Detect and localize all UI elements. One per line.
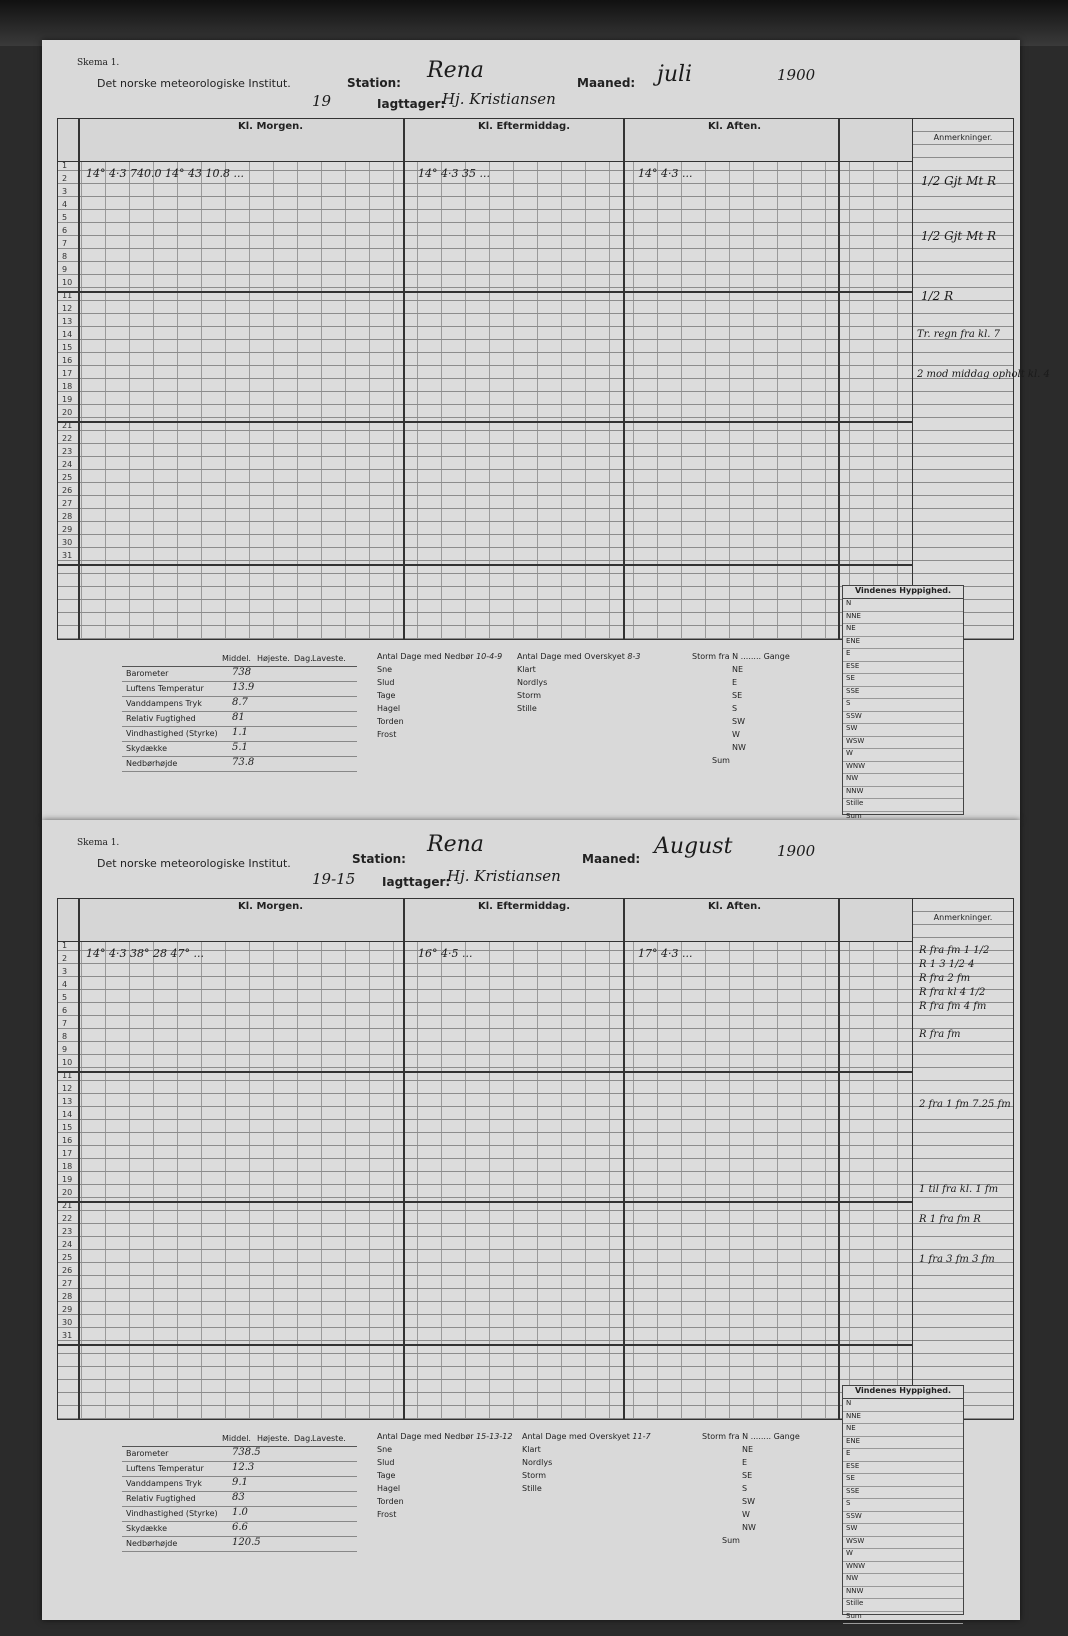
row-label: Luftens Temperatur: [126, 684, 204, 693]
summary-row: [122, 727, 357, 742]
storm-dir: S: [742, 1484, 748, 1493]
wind-dir: Stille: [843, 799, 963, 812]
storm-dir: W: [732, 730, 740, 739]
wind-dir: NW: [843, 1574, 963, 1587]
row-label: Vanddampens Tryk: [126, 1479, 202, 1488]
day-number: 29: [62, 1305, 73, 1314]
section-morgen: Kl. Morgen.: [238, 121, 304, 132]
wind-dir: SSW: [843, 1512, 963, 1525]
dage-item: Stille: [522, 1484, 542, 1493]
section-eftermiddag: Kl. Eftermiddag.: [478, 121, 571, 132]
wind-frequency-table: [842, 585, 964, 820]
storm-dir: NW: [742, 1523, 756, 1532]
day-number: 17: [62, 1149, 73, 1158]
summary-row: [122, 1462, 357, 1477]
station-value: Rena: [427, 58, 484, 83]
section-eftermiddag: Kl. Eftermiddag.: [478, 901, 571, 912]
summary-row: [122, 1507, 357, 1522]
day-number: 18: [62, 1162, 73, 1171]
sum-label: Sum: [722, 1536, 740, 1545]
day-number: 27: [62, 499, 73, 508]
day-number: 13: [62, 1097, 73, 1106]
day-number: 15: [62, 343, 73, 352]
day-number: 16: [62, 356, 73, 365]
wind-dir: ENE: [843, 637, 963, 650]
year-value: 1900: [777, 66, 816, 84]
note: R fra fm 4 fm: [919, 1001, 987, 1012]
row-value: 120.5: [232, 1537, 261, 1548]
decade-line: [58, 564, 913, 566]
wind-dir: SW: [843, 1524, 963, 1537]
wind-dir: ESE: [843, 662, 963, 675]
day-number: 20: [62, 1188, 73, 1197]
note: 1/2 Gjt Mt R: [921, 174, 997, 188]
day-number: 10: [62, 278, 73, 287]
row-value: 81: [232, 712, 245, 723]
dage-overskyet-value: 8-3: [627, 652, 641, 661]
day-number: 28: [62, 512, 73, 521]
wind-dir: SE: [843, 1474, 963, 1487]
dage-item: Tage: [377, 1471, 396, 1480]
section-aften: Kl. Aften.: [708, 121, 762, 132]
summary-head-laveste: Laveste.: [312, 1434, 346, 1443]
day-number: 18: [62, 382, 73, 391]
dage-item: Frost: [377, 1510, 397, 1519]
skema-label: Skema 1.: [77, 58, 120, 68]
summary-header: [122, 1432, 357, 1447]
decade-line: [58, 1071, 913, 1073]
wind-dir: WSW: [843, 1537, 963, 1550]
row-value: 13.9: [232, 682, 255, 693]
day-number: 26: [62, 1266, 73, 1275]
dage-nedbor-label: Antal Dage med Nedbør: [377, 652, 474, 661]
row-value: 8.7: [232, 697, 248, 708]
wind-dir: ESE: [843, 1462, 963, 1475]
dage-item: Tage: [377, 691, 396, 700]
row-label: Skydække: [126, 1524, 167, 1533]
day-number: 10: [62, 1058, 73, 1067]
summary-row: [122, 712, 357, 727]
storm-fra: Storm fra N ........ Gange NE E SE S SW W NW Sum: [692, 652, 790, 769]
note: R fra fm 1 1/2: [919, 945, 990, 956]
summary-head-dag: Dag.: [294, 1434, 313, 1443]
wind-dir: NW: [843, 774, 963, 787]
divider: [403, 119, 405, 639]
dage-item: Storm: [517, 691, 542, 700]
day-number: 2: [62, 174, 68, 183]
wind-dir: SSE: [843, 1487, 963, 1500]
divider: [838, 899, 840, 1419]
dage-item: Storm: [522, 1471, 547, 1480]
wind-dir: NNE: [843, 1412, 963, 1425]
dage-item: Sne: [377, 665, 393, 674]
dage-item: Nordlys: [517, 678, 548, 687]
day-number: 24: [62, 1240, 73, 1249]
dage-item: Frost: [377, 730, 397, 739]
storm-dir: SE: [732, 691, 743, 700]
day-number: 6: [62, 1006, 68, 1015]
row-label: Barometer: [126, 669, 169, 678]
dage-item: Sne: [377, 1445, 393, 1454]
dage-nedbor: [377, 1432, 512, 1523]
row-value: 73.8: [232, 757, 255, 768]
day-number: 8: [62, 252, 68, 261]
anmerkninger-column: [912, 118, 1050, 640]
wind-dir: E: [843, 1449, 963, 1462]
dage-nedbor-value: 10-4-9: [476, 652, 503, 661]
dage-item: Klart: [517, 665, 536, 674]
dage-item: Nordlys: [522, 1458, 553, 1467]
dage-overskyet: [517, 652, 640, 717]
dage-overskyet-label: Antal Dage med Overskyet: [522, 1432, 630, 1441]
storm-dir: E: [742, 1458, 748, 1467]
anmerkninger-header: Anmerkninger.: [933, 133, 993, 142]
day-number: 13: [62, 317, 73, 326]
day-number: 12: [62, 1084, 73, 1093]
day-number: 30: [62, 538, 73, 547]
note: R 1 3 1/2 4: [919, 959, 975, 970]
summary-row: [122, 742, 357, 757]
summary-head-middel: Middel.: [222, 1434, 251, 1443]
dage-item: Stille: [517, 704, 537, 713]
wind-dir: W: [843, 1549, 963, 1562]
handwritten-data: 14° 4·3 740.0 14° 43 10.8 ...: [86, 167, 244, 180]
storm-label: Storm fra: [692, 652, 730, 661]
year-value: 1900: [777, 842, 816, 860]
decade-line: [58, 1201, 913, 1203]
summary-head-laveste: Laveste.: [312, 654, 346, 663]
note: 1 fra 3 fm 3 fm: [919, 1254, 995, 1265]
day-number: 16: [62, 1136, 73, 1145]
row-value: 738: [232, 667, 252, 678]
handwritten-data: 17° 4·3 ...: [638, 947, 693, 960]
summary-table: [122, 1432, 357, 1552]
wind-dir: Stille: [843, 1599, 963, 1612]
summary-head-dag: Dag.: [294, 654, 313, 663]
day-number: 7: [62, 1019, 68, 1028]
row-value: 6.6: [232, 1522, 248, 1533]
day-number: 5: [62, 993, 68, 1002]
section-aften: Kl. Aften.: [708, 901, 762, 912]
row-label: Skydække: [126, 744, 167, 753]
day-number: 8: [62, 1032, 68, 1041]
row-value: 5.1: [232, 742, 248, 753]
note: R fra 2 fm: [919, 973, 971, 984]
row-label: Vindhastighed (Styrke): [126, 1509, 218, 1518]
day-number: 23: [62, 447, 73, 456]
day-number: 7: [62, 239, 68, 248]
handwritten-data: 14° 4·3 ...: [638, 167, 693, 180]
gange-label: Gange: [763, 652, 790, 661]
maaned-value: August: [654, 834, 733, 859]
day-number: 14: [62, 1110, 73, 1119]
day-number: 11: [62, 291, 73, 300]
wind-dir: NNW: [843, 787, 963, 800]
day-number: 19: [62, 395, 73, 404]
storm-dir: E: [732, 678, 738, 687]
day-number: 6: [62, 226, 68, 235]
storm-dir: S: [732, 704, 738, 713]
day-number: 25: [62, 1253, 73, 1262]
day-number: 28: [62, 1292, 73, 1301]
storm-dir: NW: [732, 743, 746, 752]
row-value: 1.0: [232, 1507, 248, 1518]
wind-dir: NNE: [843, 612, 963, 625]
summary-row: [122, 1477, 357, 1492]
institute-name: Det norske meteorologiske Institut.: [97, 857, 291, 870]
summary-head-hojeste: Højeste.: [257, 654, 290, 663]
observation-table: [57, 118, 914, 640]
storm-dir: N: [742, 1432, 749, 1441]
row-value: 83: [232, 1492, 245, 1503]
day-number: 25: [62, 473, 73, 482]
dage-nedbor: [377, 652, 502, 743]
day-number: 20: [62, 408, 73, 417]
summary-row: [122, 697, 357, 712]
summary-row: [122, 757, 357, 772]
row-label: Relativ Fugtighed: [126, 1494, 196, 1503]
row-value: 1.1: [232, 727, 248, 738]
day-number: 5: [62, 213, 68, 222]
row-value: 738.5: [232, 1447, 261, 1458]
gange-label: Gange: [773, 1432, 800, 1441]
maaned-value: juli: [657, 62, 693, 87]
dage-item: Torden: [377, 717, 404, 726]
divider: [623, 119, 625, 639]
form-sheet-july: [42, 40, 1050, 820]
wind-dir: Sum: [843, 812, 963, 825]
day-number: 19: [62, 1175, 73, 1184]
day-number: 29: [62, 525, 73, 534]
wind-dir: W: [843, 749, 963, 762]
wind-dir: NE: [843, 624, 963, 637]
day-number: 12: [62, 304, 73, 313]
wind-dir: SE: [843, 674, 963, 687]
storm-dir: SE: [742, 1471, 753, 1480]
dage-item: Hagel: [377, 704, 401, 713]
summary-row: [122, 1492, 357, 1507]
wind-dir: N: [843, 599, 963, 612]
section-morgen: Kl. Morgen.: [238, 901, 304, 912]
wind-dir: NE: [843, 1424, 963, 1437]
summary-head-hojeste: Højeste.: [257, 1434, 290, 1443]
dage-overskyet: [522, 1432, 651, 1497]
note: 2 mod middag opholt kl. 4: [917, 369, 1050, 380]
note: 1 til fra kl. 1 fm: [919, 1184, 999, 1195]
decade-line: [58, 1344, 913, 1346]
day-number: 23: [62, 1227, 73, 1236]
anmerkninger-column: [912, 898, 1014, 1420]
summary-table: [122, 652, 357, 772]
decade-line: [58, 421, 913, 423]
maaned-label: Maaned:: [582, 852, 641, 866]
day-number: 4: [62, 980, 68, 989]
wind-dir: WNW: [843, 762, 963, 775]
wind-dir: WSW: [843, 737, 963, 750]
row-label: Relativ Fugtighed: [126, 714, 196, 723]
storm-dir: NE: [742, 1445, 754, 1454]
divider: [838, 119, 840, 639]
row-label: Vanddampens Tryk: [126, 699, 202, 708]
day-number: 11: [62, 1071, 73, 1080]
day-number: 9: [62, 265, 68, 274]
wind-title: Vindenes Hyppighed.: [843, 1386, 963, 1399]
wind-dir: SW: [843, 724, 963, 737]
row-label: Luftens Temperatur: [126, 1464, 204, 1473]
dage-item: Hagel: [377, 1484, 401, 1493]
dage-item: Slud: [377, 678, 395, 687]
margin-number: 19-15: [312, 870, 356, 888]
row-value: 12.3: [232, 1462, 255, 1473]
dage-nedbor-value: 15-13-12: [476, 1432, 513, 1441]
day-number: 31: [62, 1331, 73, 1340]
day-number: 4: [62, 200, 68, 209]
divider: [623, 899, 625, 1419]
day-number: 2: [62, 954, 68, 963]
divider: [78, 119, 80, 639]
wind-dir: Sum: [843, 1612, 963, 1625]
note: R fra fm: [919, 1029, 961, 1040]
row-value: 9.1: [232, 1477, 248, 1488]
wind-dir: WNW: [843, 1562, 963, 1575]
station-label: Station:: [352, 852, 406, 866]
institute-name: Det norske meteorologiske Institut.: [97, 77, 291, 90]
day-number: 3: [62, 187, 68, 196]
note: 1/2 R: [921, 289, 954, 303]
station-label: Station:: [347, 76, 401, 90]
wind-dir: S: [843, 699, 963, 712]
summary-header: [122, 652, 357, 667]
wind-title: Vindenes Hyppighed.: [843, 586, 963, 599]
dage-item: Klart: [522, 1445, 541, 1454]
note: R fra kl 4 1/2: [919, 987, 986, 998]
day-number: 15: [62, 1123, 73, 1132]
dage-overskyet-label: Antal Dage med Overskyet: [517, 652, 625, 661]
dage-overskyet-value: 11-7: [632, 1432, 651, 1441]
day-number: 31: [62, 551, 73, 560]
storm-dir: NE: [732, 665, 744, 674]
day-number: 1: [62, 161, 68, 170]
maaned-label: Maaned:: [577, 76, 636, 90]
storm-dir: SW: [732, 717, 745, 726]
margin-number: 19: [312, 92, 332, 110]
storm-label: Storm fra: [702, 1432, 740, 1441]
iagttager-label: Iagttager:: [382, 875, 451, 889]
day-number: 22: [62, 1214, 73, 1223]
note: R 1 fra fm R: [919, 1214, 981, 1225]
row-label: Barometer: [126, 1449, 169, 1458]
storm-dir: W: [742, 1510, 750, 1519]
day-number: 24: [62, 460, 73, 469]
note: 2 fra 1 fm 7.25 fm: [919, 1099, 1011, 1110]
day-number: 21: [62, 1201, 73, 1210]
day-number: 26: [62, 486, 73, 495]
summary-head-middel: Middel.: [222, 654, 251, 663]
wind-dir: S: [843, 1499, 963, 1512]
row-label: Nedbørhøjde: [126, 1539, 178, 1548]
station-value: Rena: [427, 832, 484, 857]
summary-row: [122, 1522, 357, 1537]
row-label: Vindhastighed (Styrke): [126, 729, 218, 738]
wind-dir: SSW: [843, 712, 963, 725]
day-number: 27: [62, 1279, 73, 1288]
wind-dir: ENE: [843, 1437, 963, 1450]
day-number: 14: [62, 330, 73, 339]
summary-row: [122, 667, 357, 682]
divider: [78, 899, 80, 1419]
day-number: 3: [62, 967, 68, 976]
divider: [403, 899, 405, 1419]
handwritten-data: 16° 4·5 ...: [418, 947, 473, 960]
skema-label: Skema 1.: [77, 838, 120, 848]
wind-dir: E: [843, 649, 963, 662]
decade-line: [58, 291, 913, 293]
dage-item: Torden: [377, 1497, 404, 1506]
iagttager-value: Hj. Kristiansen: [442, 90, 556, 108]
day-number: 1: [62, 941, 68, 950]
sum-label: Sum: [712, 756, 730, 765]
storm-dir: SW: [742, 1497, 755, 1506]
form-sheet-august: [42, 820, 1020, 1620]
row-label: Nedbørhøjde: [126, 759, 178, 768]
note: 1/2 Gjt Mt R: [921, 229, 997, 243]
wind-dir: SSE: [843, 687, 963, 700]
dage-item: Slud: [377, 1458, 395, 1467]
handwritten-data: 14° 4·3 35 ...: [418, 167, 490, 180]
storm-dir: N: [732, 652, 739, 661]
wind-dir: N: [843, 1399, 963, 1412]
iagttager-value: Hj. Kristiansen: [447, 867, 561, 885]
day-number: 17: [62, 369, 73, 378]
summary-row: [122, 682, 357, 697]
day-number: 21: [62, 421, 73, 430]
anmerkninger-header: Anmerkninger.: [933, 913, 993, 922]
observation-table: [57, 898, 914, 1420]
summary-row: [122, 1537, 357, 1552]
day-number: 30: [62, 1318, 73, 1327]
summary-row: [122, 1447, 357, 1462]
storm-fra: Storm fra N ........ Gange NE E SE S SW W NW Sum: [702, 1432, 800, 1549]
day-number: 22: [62, 434, 73, 443]
day-number: 9: [62, 1045, 68, 1054]
wind-dir: NNW: [843, 1587, 963, 1600]
iagttager-label: Iagttager:: [377, 97, 446, 111]
handwritten-data: 14° 4·3 38° 28 47° ...: [86, 947, 204, 960]
note: Tr. regn fra kl. 7: [917, 329, 1001, 340]
dage-nedbor-label: Antal Dage med Nedbør: [377, 1432, 474, 1441]
wind-frequency-table: [842, 1385, 964, 1620]
